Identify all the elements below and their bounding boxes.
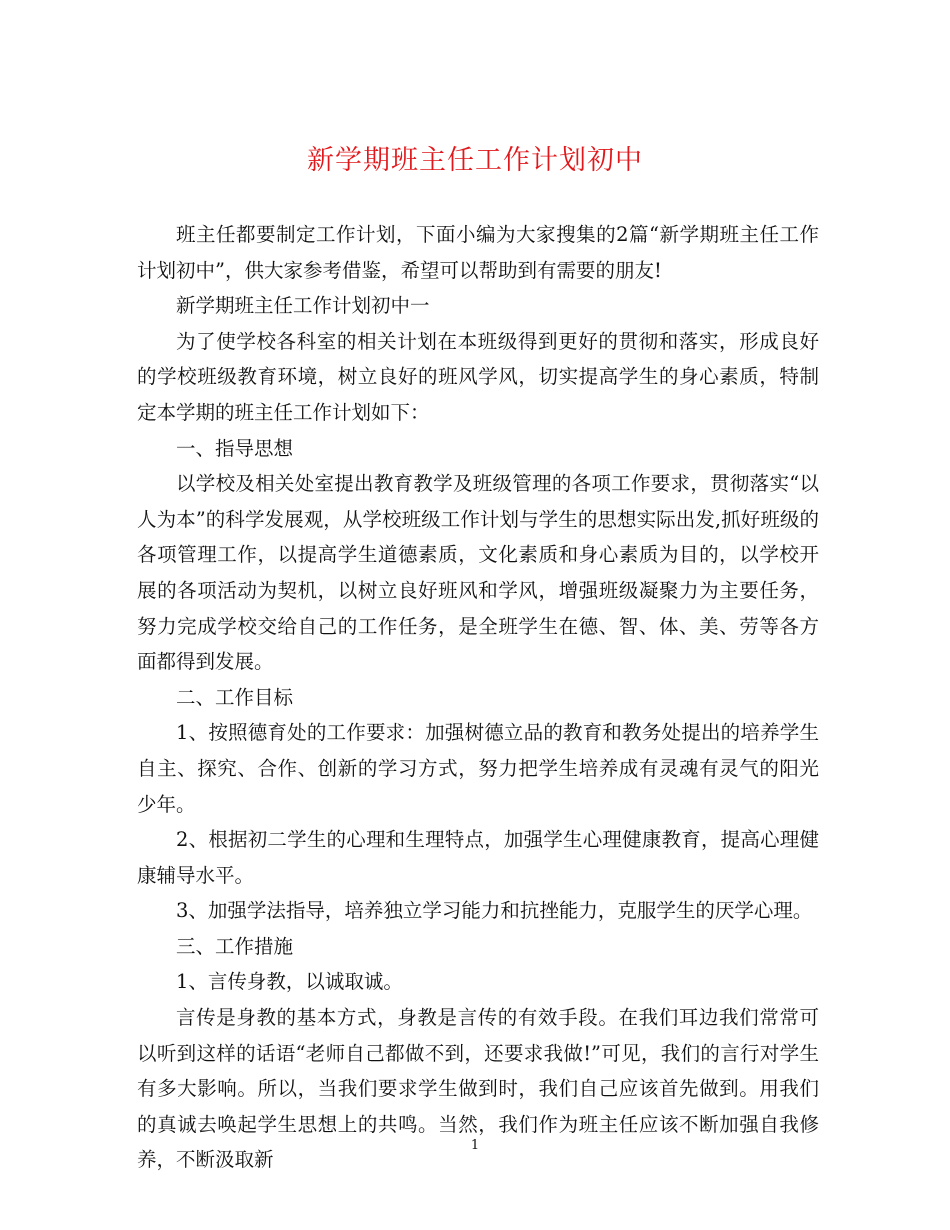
paragraph-goal-2: 2、根据初二学生的心理和生理特点，加强学生心理健康教育，提高心理健康辅导水平。 xyxy=(137,828,819,887)
document-body xyxy=(137,217,819,1178)
section-heading-work-goals: 二、工作目标 xyxy=(176,685,294,709)
paragraph-subtitle: 新学期班主任工作计划初中一 xyxy=(176,294,430,318)
paragraph-purpose: 为了使学校各科室的相关计划在本班级得到更好的贯彻和落实，形成良好的学校班级教育环境，树立良好的班风学风，切实提高学生的身心素质，特制定本学期的班主任工作计划如下： xyxy=(137,329,819,424)
paragraph-measure-1-heading: 1、言传身教，以诚取诚。 xyxy=(176,970,403,994)
paragraph-goal-3: 3、加强学法指导，培养独立学习能力和抗挫能力，克服学生的厌学心理。 xyxy=(176,899,813,923)
paragraph-intro: 班主任都要制定工作计划，下面小编为大家搜集的2篇“新学期班主任工作计划初中”，供大家参考借鉴，希望可以帮助到有需要的朋友! xyxy=(137,223,819,282)
document-title: 新学期班主任工作计划初中 xyxy=(307,145,643,176)
section-heading-work-measures: 三、工作措施 xyxy=(176,934,294,958)
section-heading-guiding-ideology: 一、指导思想 xyxy=(176,436,294,460)
paragraph-guiding-ideology: 以学校及相关处室提出教育教学及班级管理的各项工作要求，贯彻落实“以人为本”的科学发展观，从学校班级工作计划与学生的思想实际出发,抓好班级的各项管理工作，以提高学生道德素质，文化素质和身心素质为目的，以学校开展的各项活动为契机，以树立良好班风和学风，增强班级凝聚力为主要任务，努力完成学校交给自己的工作任务，是全班学生在德、智、体、美、劳等各方面都得到发展。 xyxy=(137,472,819,674)
paragraph-measure-1-body: 言传是身教的基本方式，身教是言传的有效手段。在我们耳边我们常常可以听到这样的话语“老师自己都做不到，还要求我做!”可见，我们的言行对学生有多大影响。所以，当我们要求学生做到时，我们自己应该首先做到。用我们的真诚去唤起学生思想上的共鸣。当然，我们作为班主任应该不断加强自我修养，不断汲取新 xyxy=(137,1006,819,1172)
paragraph-goal-1: 1、按照德育处的工作要求：加强树德立品的教育和教务处提出的培养学生自主、探究、合作、创新的学习方式，努力把学生培养成有灵魂有灵气的阳光少年。 xyxy=(137,721,819,816)
page-number: 1 xyxy=(470,1138,480,1153)
